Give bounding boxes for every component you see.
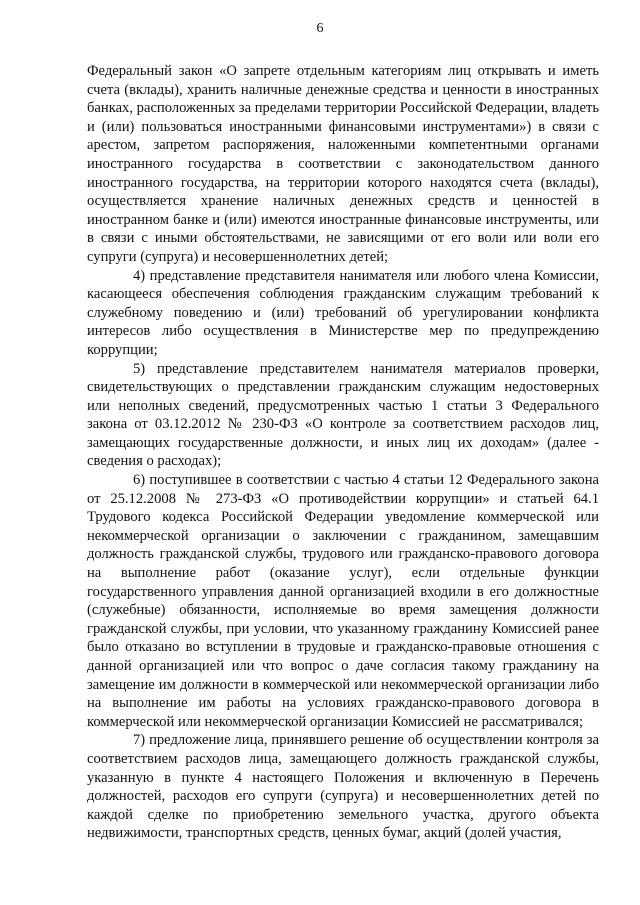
document-body [87, 62, 599, 843]
paragraph-item-5: 5) представление представителем нанимателя материалов проверки, свидетельствующих о представлении гражданским служащим недостоверных или неполных сведений, предусмотренных частью 1 статьи 3 Федерального закона от 03.12.2012 № 230-ФЗ «О контроле за соответствием расходов лиц, замещающих государственные должности, и иных лиц их доходам» (далее - сведения о расходах); [87, 360, 599, 470]
paragraph-item-7: 7) предложение лица, принявшего решение об осуществлении контроля за соответствием расходов лица, замещающего должность гражданской службы, указанную в пункте 4 настоящего Положения и включенную в Перечень должностей, расходов его супруги (супруга) и несовершеннолетних детей по каждой сделке по приобретению земельного участка, другого объекта недвижимости, транспортных средств, ценных бумаг, акций (долей участия, [87, 732, 599, 842]
paragraph-continuation: Федеральный закон «О запрете отдельным категориям лиц открывать и иметь счета (вклады), хранить наличные денежные средства и ценности в иностранных банках, расположенных за пределами территории Российской Федерации, владеть и (или) пользоваться иностранными финансовыми инструментами») в связи с арестом, запретом распоряжения, наложенными компетентными органами иностранного государства в соответствии с законодательством данного иностранного государства, на территории которого находятся счета (вклады), осуществляется хранение наличных денежных средств и ценностей в иностранном банке и (или) имеются иностранные финансовые инструменты, или в связи с иными обстоятельствами, не зависящими от его воли или воли его супруги (супруга) и несовершеннолетних детей; [87, 63, 599, 265]
paragraph-item-4: 4) представление представителя нанимателя или любого члена Комиссии, касающееся обеспечения соблюдения гражданским служащим требований к служебному поведению и (или) требований об урегулировании конфликта интересов либо осуществления в Министерстве мер по предупреждению коррупции; [87, 267, 599, 358]
paragraph-item-6: 6) поступившее в соответствии с частью 4 статьи 12 Федерального закона от 25.12.2008 № 273-ФЗ «О противодействии коррупции» и статьей 64.1 Трудового кодекса Российской Федерации уведомление коммерческой или некоммерческой организации о заключении с гражданином, замещавшим должность гражданской службы, трудового или гражданско-правового договора на выполнение работ (оказание услуг), если отдельные функции государственного управления данной организацией входили в его должностные (служебные) обязанности, исполняемые во время замещения должности гражданской службы, при условии, что указанному гражданину Комиссией ранее было отказано во вступлении в трудовые и гражданско-правовые отношения с данной организацией или что вопрос о даче согласия такому гражданину на замещение им должности в коммерческой или некоммерческой организации либо на выполнение им работы на условиях гражданско-правового договора в коммерческой или некоммерческой организации Комиссией не рассматривался; [87, 472, 599, 730]
page-number: 6 [316, 21, 324, 36]
